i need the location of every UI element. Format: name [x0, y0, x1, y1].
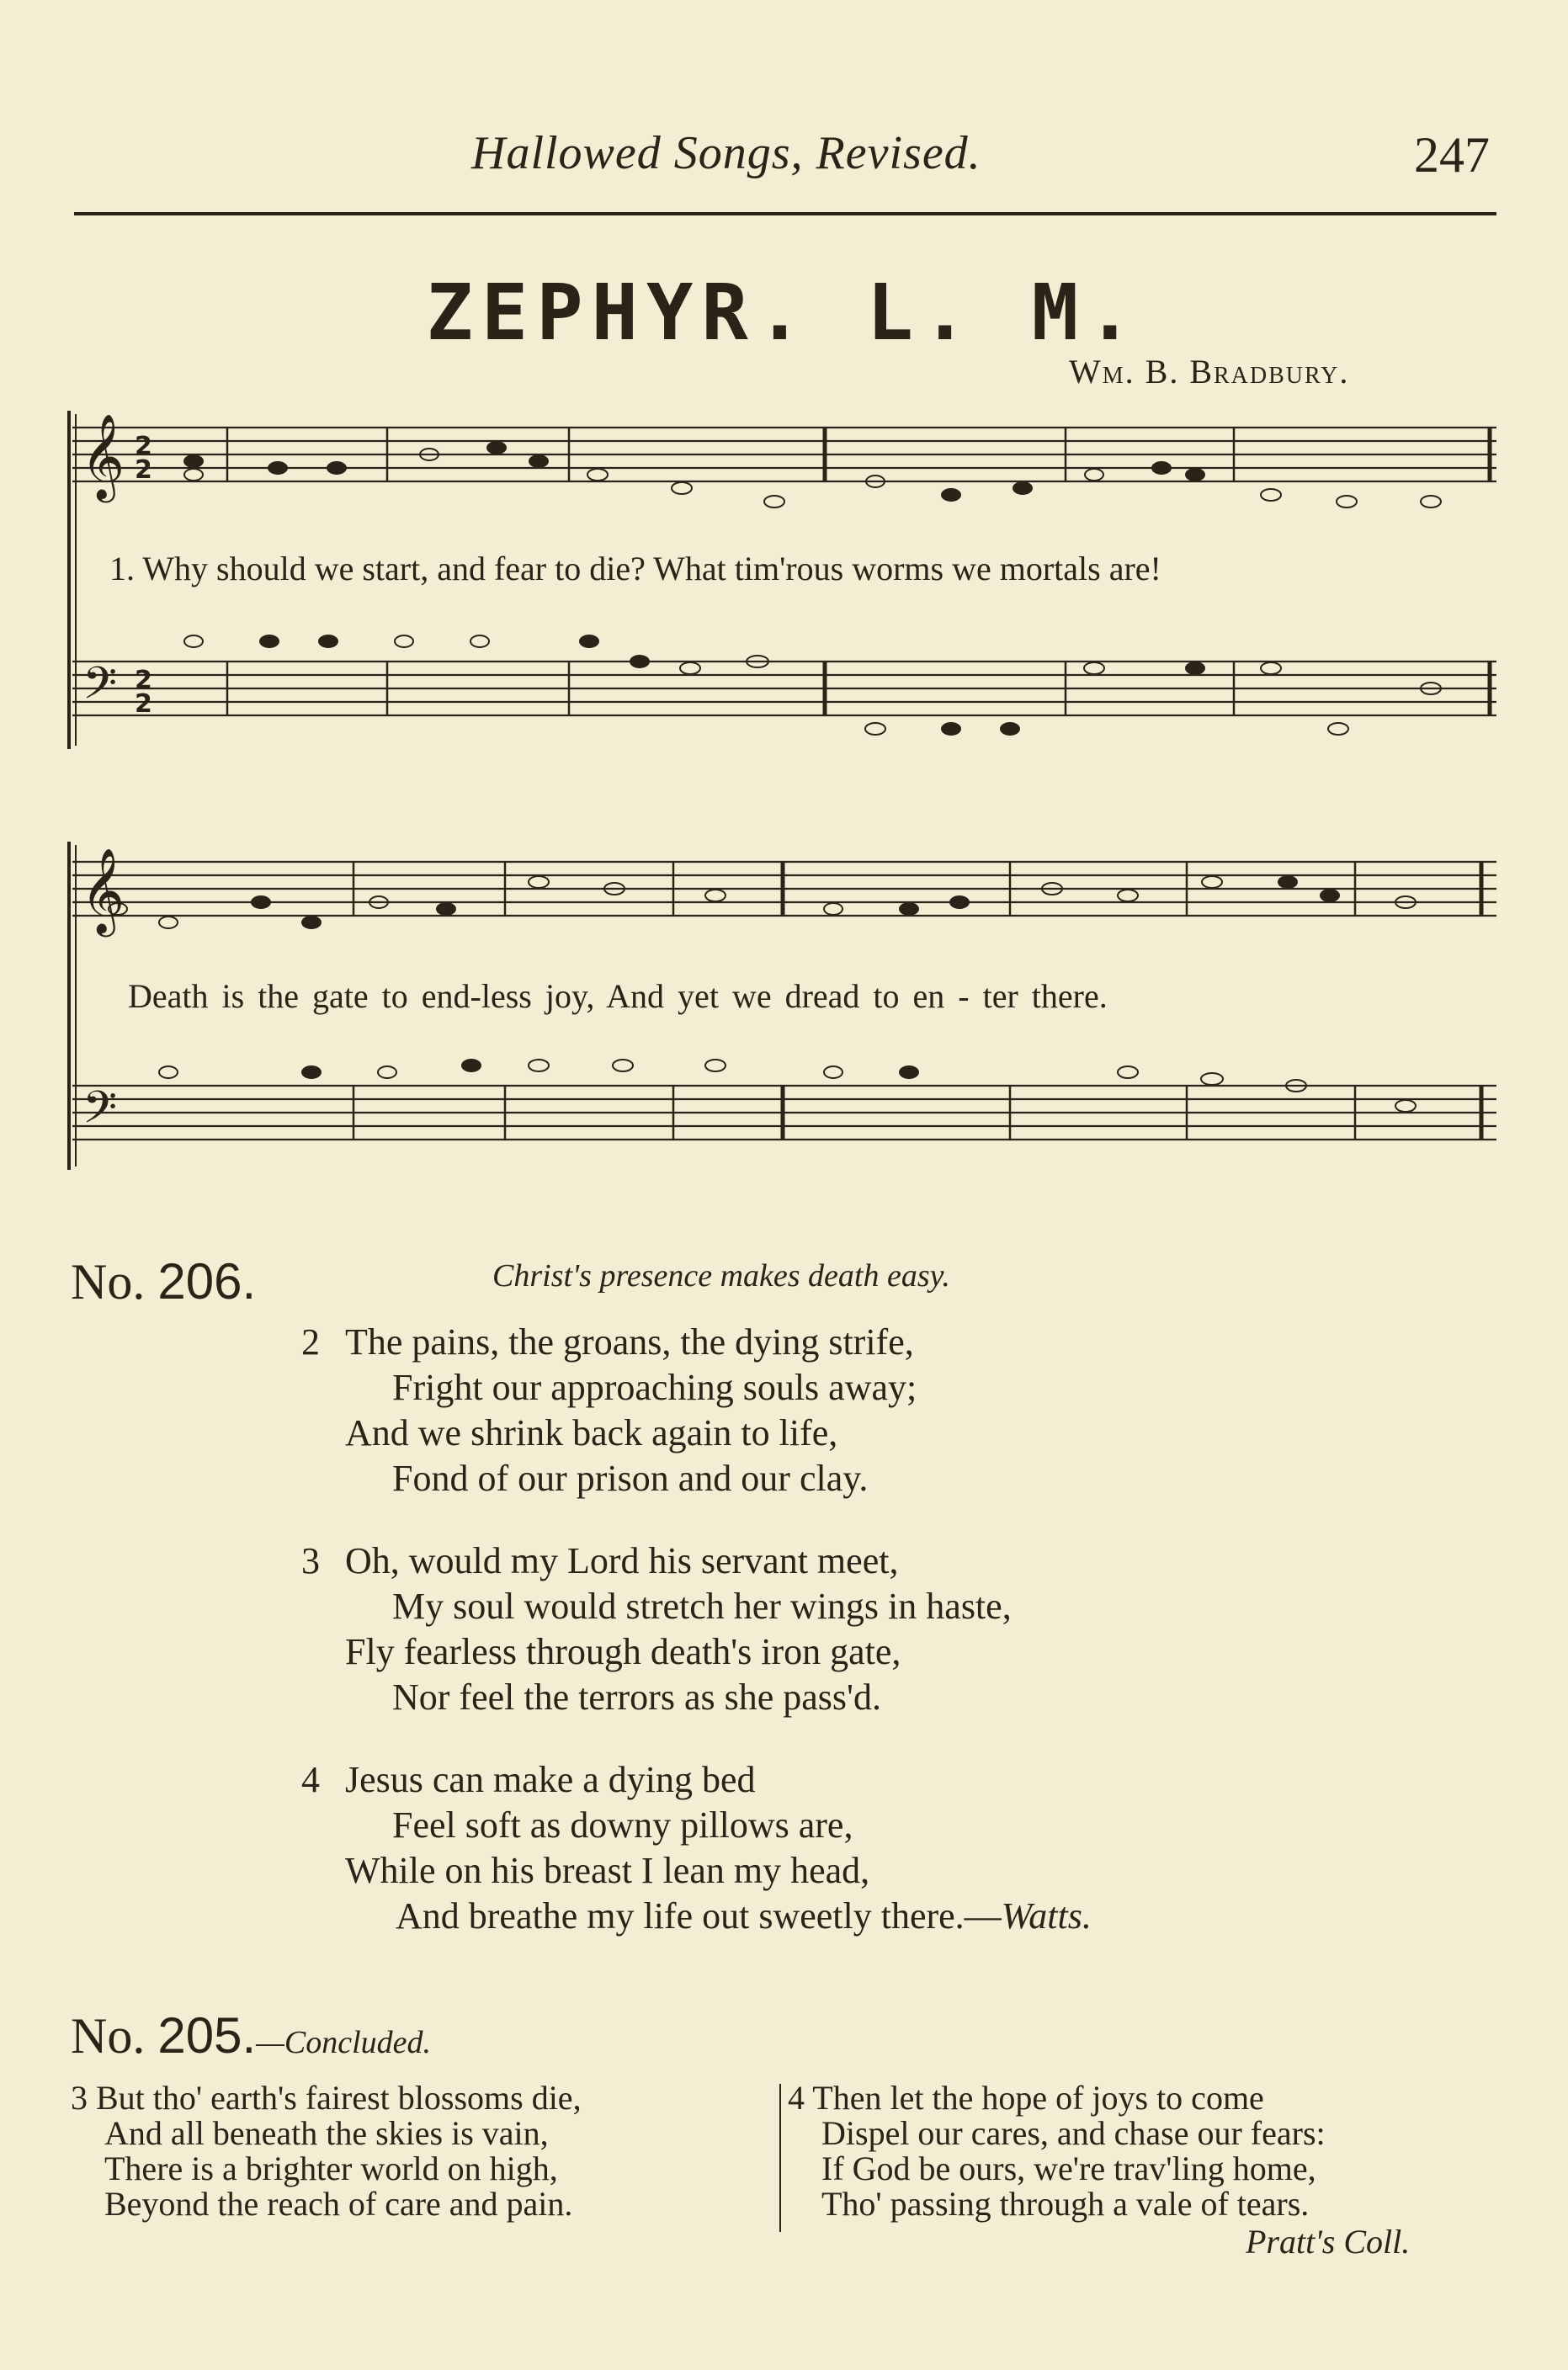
verse-line: And we shrink back again to life, [345, 1412, 838, 1453]
page-number: 247 [1414, 127, 1490, 183]
verse-line: There is a brighter world on high, [104, 2149, 558, 2187]
svg-text:𝄞: 𝄞 [81, 412, 125, 499]
hymn-number-prefix: No. [71, 1254, 146, 1310]
verse-line: Fly fearless through death's iron gate, [345, 1631, 901, 1672]
running-header-title: Hallowed Songs, Revised. [471, 127, 981, 179]
verse-line: The pains, the groans, the dying strife, [345, 1321, 914, 1363]
hymn-number-value: 205. [157, 2007, 257, 2064]
verse-number: 3 [71, 2079, 88, 2117]
composer-credit: Wm. B. Bradbury. [1069, 353, 1350, 391]
svg-text:𝄢: 𝄢 [82, 1082, 118, 1145]
verse-line: Nor feel the terrors as she pass'd. [392, 1677, 881, 1718]
verse-line: Feel soft as downy pillows are, [392, 1804, 853, 1846]
verse-2 [301, 1320, 917, 1501]
svg-text:2: 2 [135, 432, 152, 461]
verse-line: Fond of our prison and our clay. [392, 1458, 869, 1499]
verse-line: Fright our approaching souls away; [392, 1367, 917, 1408]
verse-number: 4 [301, 1759, 320, 1800]
verse-line: Beyond the reach of care and pain. [104, 2185, 573, 2223]
source-attribution: Pratt's Coll. [1246, 2223, 1411, 2261]
svg-text:2: 2 [135, 689, 152, 719]
svg-text:𝄢: 𝄢 [82, 658, 118, 720]
verse-205-4 [788, 2080, 1326, 2222]
verse-number: 2 [301, 1321, 320, 1363]
verse-number: 3 [301, 1540, 320, 1581]
hymn-number-value: 206. [157, 1253, 257, 1310]
verse-line: Jesus can make a dying bed [345, 1759, 756, 1800]
lyrics-line-1: 1. Why should we start, and fear to die? What tim'rous worms we mortals are! [109, 550, 1161, 587]
verse-line: If God be ours, we're trav'ling home, [821, 2149, 1316, 2187]
staff-treble-1 [72, 428, 1496, 481]
hymn-number-prefix: No. [71, 2008, 146, 2064]
author-attribution: Watts. [1001, 1895, 1092, 1937]
concluded-label: —Concluded. [256, 2025, 432, 2060]
verse-line: But tho' earth's fairest blossoms die, [96, 2079, 582, 2117]
verse-line: Dispel our cares, and chase our fears: [821, 2114, 1326, 2152]
verse-line: Tho' passing through a vale of tears. [821, 2185, 1310, 2223]
hymn-number-206 [71, 1252, 256, 1311]
verse-205-3 [71, 2080, 582, 2222]
column-divider [779, 2084, 781, 2232]
staff-bass-1 [72, 662, 1496, 715]
verse-4 [301, 1757, 1092, 1939]
verse-line: Oh, would my Lord his servant meet, [345, 1540, 899, 1581]
verse-line: Then let the hope of joys to come [812, 2079, 1264, 2117]
hymn-number-205 [71, 2006, 431, 2065]
hymn-title: ZEPHYR. L. M. [426, 268, 1142, 358]
hymn-subtitle: Christ's presence makes death easy. [492, 1258, 950, 1294]
verse-3 [301, 1538, 1012, 1720]
verse-number: 4 [788, 2079, 805, 2117]
verse-line: While on his breast I lean my head, [345, 1850, 870, 1891]
svg-text:𝄞: 𝄞 [81, 847, 125, 933]
verse-line: And breathe my life out sweetly there.— [396, 1895, 1002, 1937]
verse-line: My soul would stretch her wings in haste, [392, 1586, 1012, 1627]
svg-text:2: 2 [135, 666, 152, 695]
lyrics-line-2: Death is the gate to end-less joy, And yet we dread to en - ter there. [128, 977, 1108, 1015]
svg-text:2: 2 [135, 455, 152, 485]
verse-line: And all beneath the skies is vain, [104, 2114, 549, 2152]
